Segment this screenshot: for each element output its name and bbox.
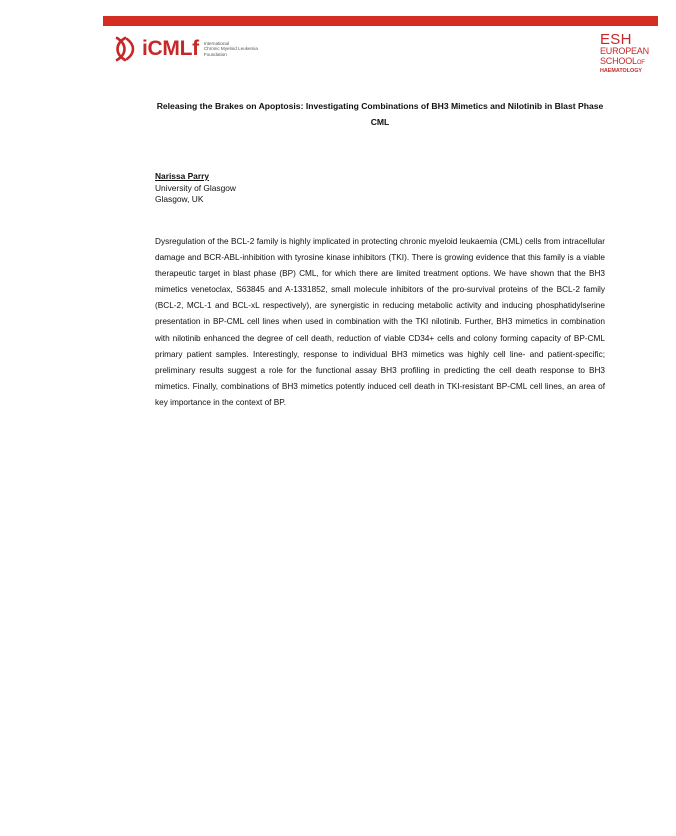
esh-logo-line-haematology: HAEMATOLOGY: [600, 68, 643, 74]
author-location: Glasgow, UK: [155, 194, 204, 204]
icmlf-wordmark: iCMLf: [142, 37, 199, 60]
esh-logo-line-school: SCHOOLOF: [600, 55, 645, 66]
esh-logo-acronym: ESH: [600, 31, 632, 48]
author-affiliation: University of Glasgow: [155, 182, 236, 193]
dna-strand-icon: [113, 36, 137, 62]
icmlf-logo: [113, 35, 258, 63]
author-block: [155, 171, 236, 206]
esh-logo-line-european: EUROPEAN: [600, 46, 649, 56]
abstract-title: Releasing the Brakes on Apoptosis: Investigating Combinations of BH3 Mimetics and Nilotinib in Blast Phase CML: [156, 101, 604, 127]
author-name: Narissa Parry: [155, 171, 210, 181]
header-accent-bar: [103, 16, 658, 26]
icmlf-tagline: International Chronic Myeloid Leukemia Foundation: [203, 41, 258, 57]
abstract-body: Dysregulation of the BCL-2 family is highly implicated in protecting chronic myeloid leukaemia (CML) cells from intracellular damage and BCR-ABL-inhibition with tyrosine kinase inhibitors (TKI). There is growing evidence that this family is a viable therapeutic target in blast phase (BP) CML, for which there are limited treatment options. We have shown that the BH3 mimetics venetoclax, S63845 and A-1331852, small molecule inhibitors of the pro-survival proteins of the BCL-2 family (BCL-2, MCL-1 and BCL-xL respectively), are synergistic in reducing metabolic activity and inducing phosphatidylserine presentation in BP-CML cell lines when used in combination with the TKI nilotinib. Further, BH3 mimetics in combination with nilotinib enhanced the degree of cell death, reduction of viable CD34+ cells and colony forming capacity of BP-CML primary patient samples. Interestingly, response to individual BH3 mimetics was highly cell line- and patient-specific; preliminary results suggest a role for the functional assay BH3 profiling in predicting the cell death response to BH3 mimetics. Finally, combinations of BH3 mimetics potently induced cell death in TKI-resistant BP-CML cell lines, an area of key importance in the context of BP.: [155, 237, 605, 407]
esh-logo: [600, 33, 660, 75]
